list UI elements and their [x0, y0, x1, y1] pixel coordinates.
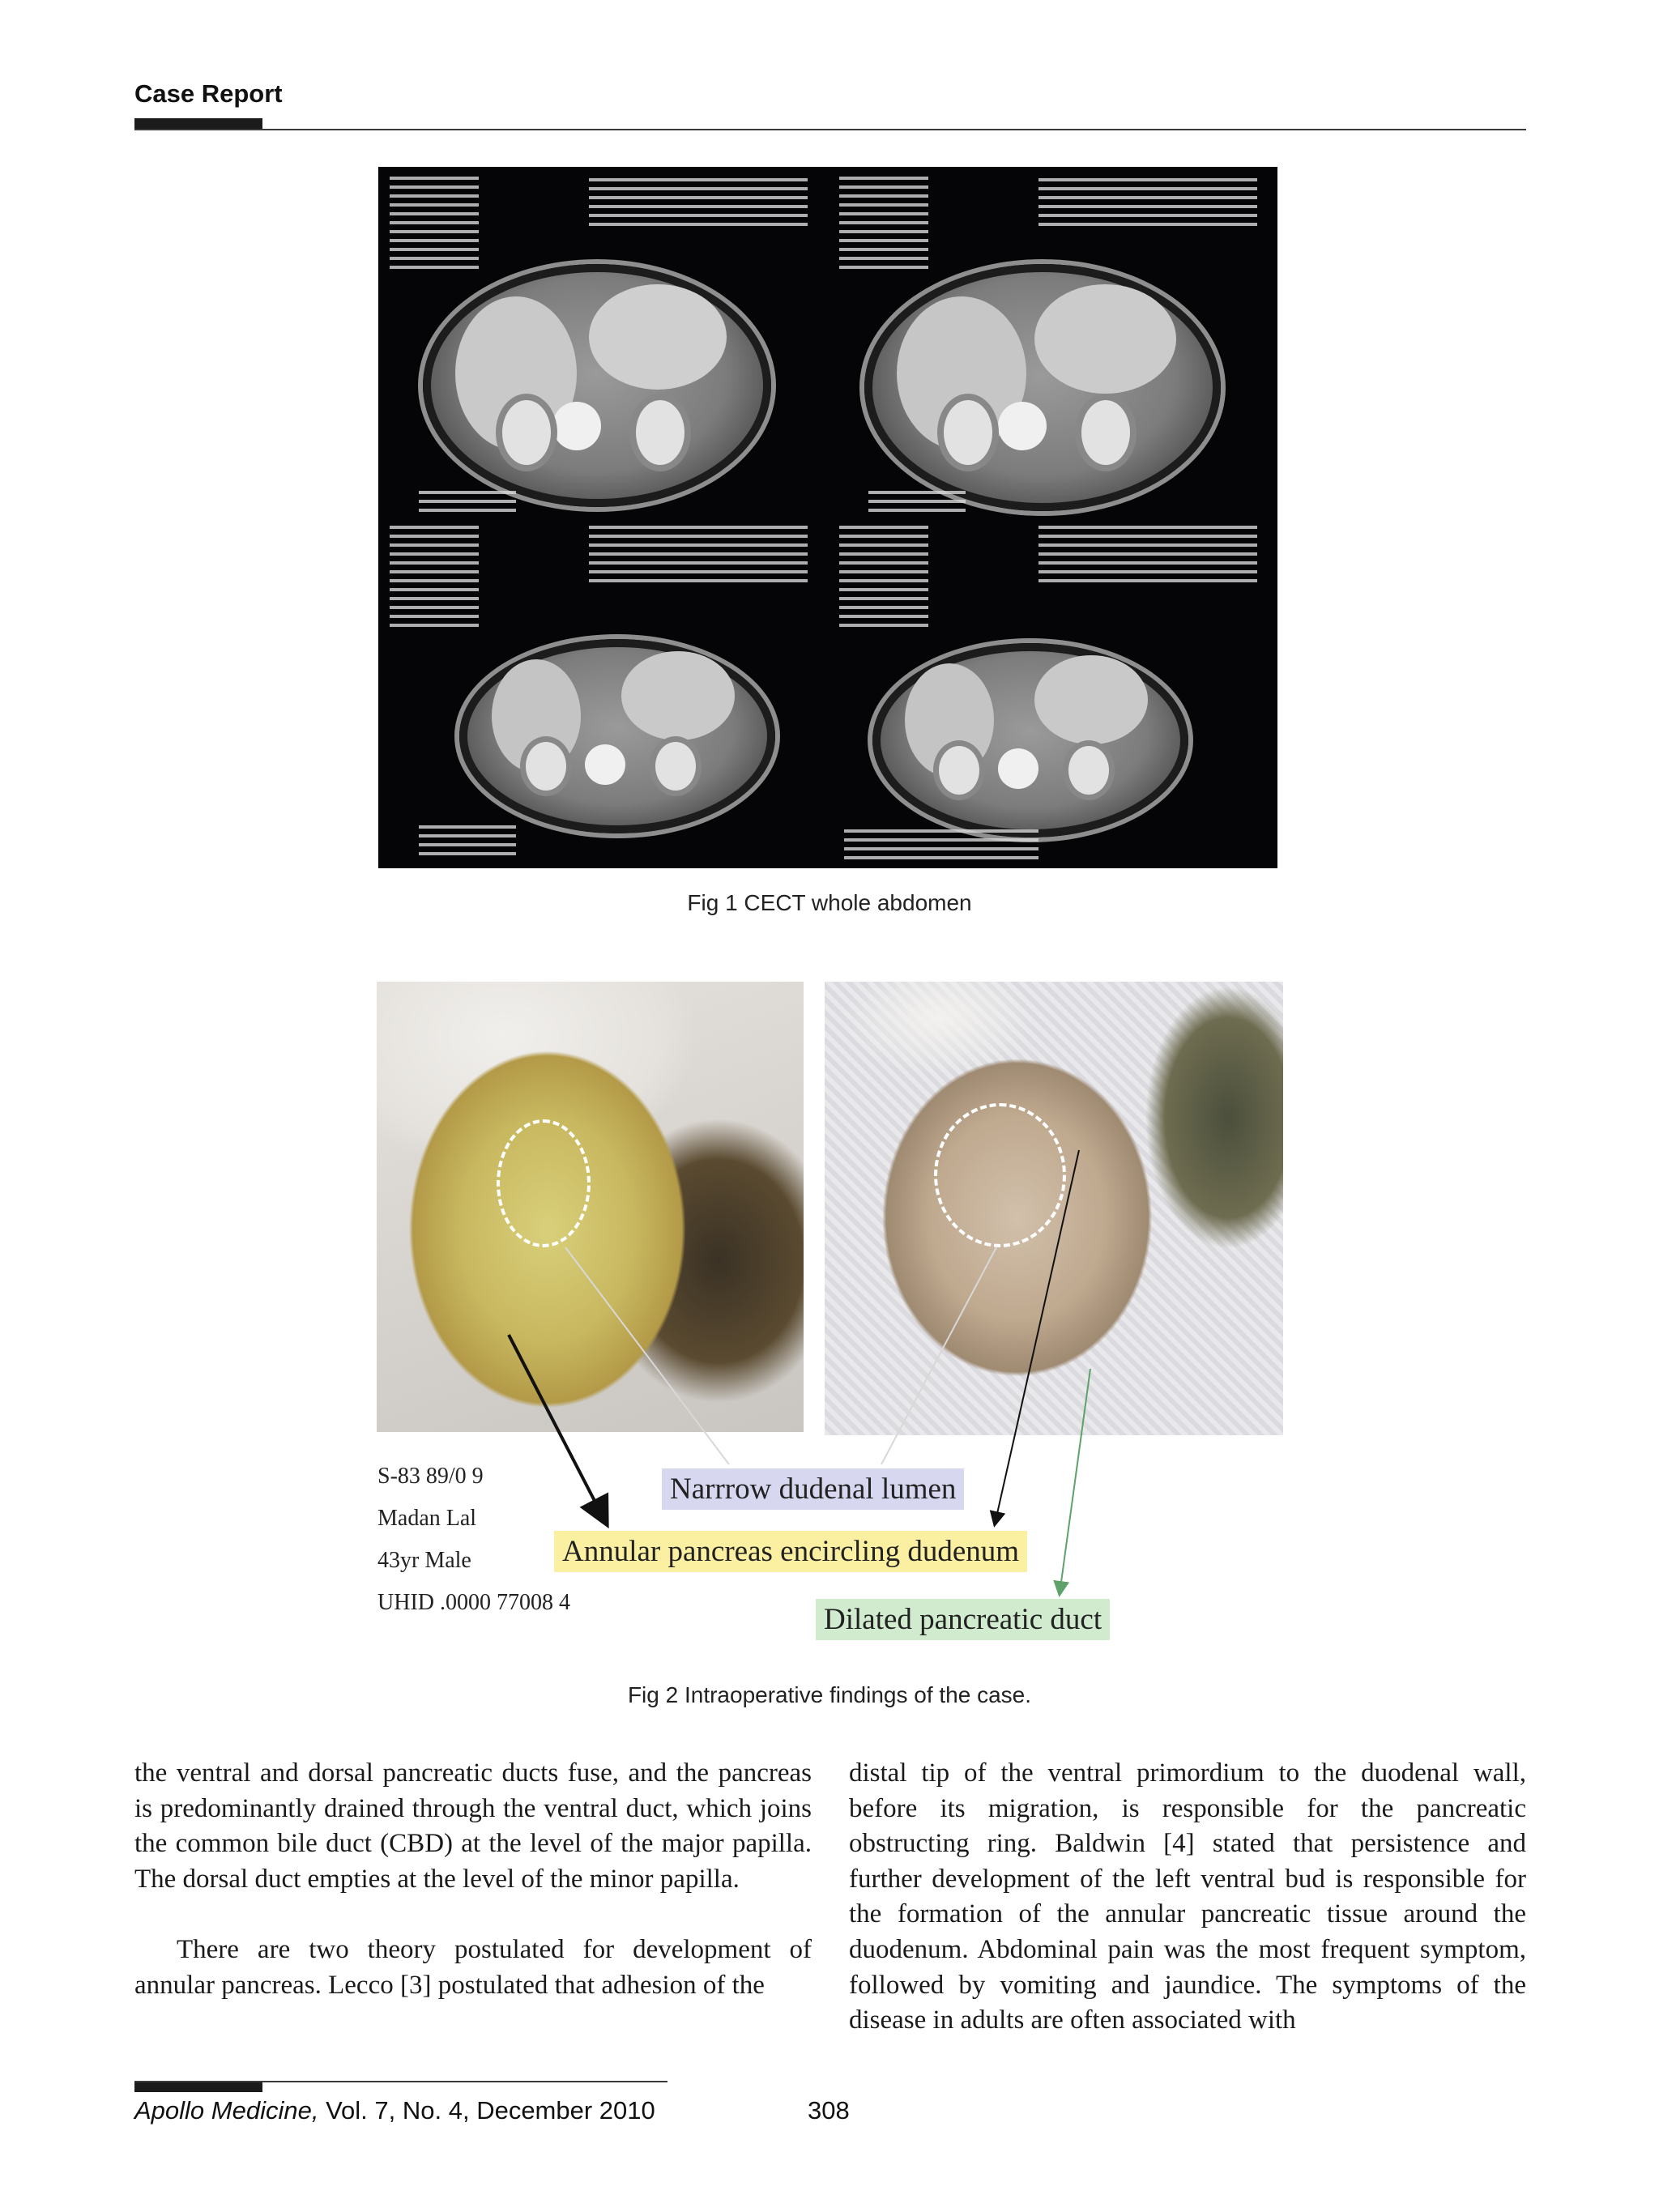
label-dilated-duct: Dilated pancreatic duct — [816, 1599, 1110, 1640]
label-narrow-lumen: Narrrow dudenal lumen — [662, 1468, 964, 1510]
patient-info-line: 43yr Male — [377, 1548, 471, 1573]
arrow-dilated-duct — [1060, 1369, 1090, 1594]
paragraph: distal tip of the ventral primordium to the duodenal wall, before its migration, is responsible for the pancreatic obstructing ring. Baldwin [4] stated that persistence and further development of the left ventral bud is responsible for the formation of the annular pancreatic tissue around the duodenum. Abdominal pain was the most frequent symptom, followed by vomiting and jaundice. The symptoms of the disease in adults are often associated with — [849, 1758, 1526, 2035]
journal-name: Apollo Medicine, — [134, 2096, 319, 2125]
arrow-annular-right — [995, 1150, 1079, 1524]
arrow-narrow-left — [565, 1247, 729, 1464]
footer-rule-accent — [134, 2081, 262, 2092]
figure-2-caption: Fig 2 Intraoperative findings of the case. — [627, 1682, 1032, 1707]
patient-info-line: Madan Lal — [377, 1506, 477, 1531]
body-right-column — [849, 1756, 1526, 2039]
label-annular-pancreas: Annular pancreas encircling dudenum — [554, 1531, 1027, 1572]
section-label: Case Report — [134, 79, 283, 108]
paragraph: There are two theory postulated for development of annular pancreas. Lecco [3] postulated that adhesion of the — [134, 1934, 812, 2000]
footer-rule — [134, 2081, 667, 2082]
paragraph: the ventral and dorsal pancreatic ducts fuse, and the pancreas is predominantly drained through the ventral duct, which joins the common bile duct (CBD) at the level of the major papilla. The dorsal duct empties at the level of the minor papilla. — [134, 1758, 812, 1894]
arrow-annular-left — [509, 1335, 606, 1523]
volume-info: Vol. 7, No. 4, December 2010 — [318, 2096, 655, 2125]
journal-citation — [134, 2096, 655, 2125]
arrow-narrow-right — [881, 1247, 996, 1464]
page-number: 308 — [808, 2096, 850, 2125]
body-left-column — [134, 1756, 812, 2003]
patient-info-line: UHID .0000 77008 4 — [377, 1590, 570, 1615]
patient-info-line: S-83 89/0 9 — [377, 1464, 484, 1489]
figure-1-caption: Fig 1 CECT whole abdomen — [687, 890, 972, 915]
